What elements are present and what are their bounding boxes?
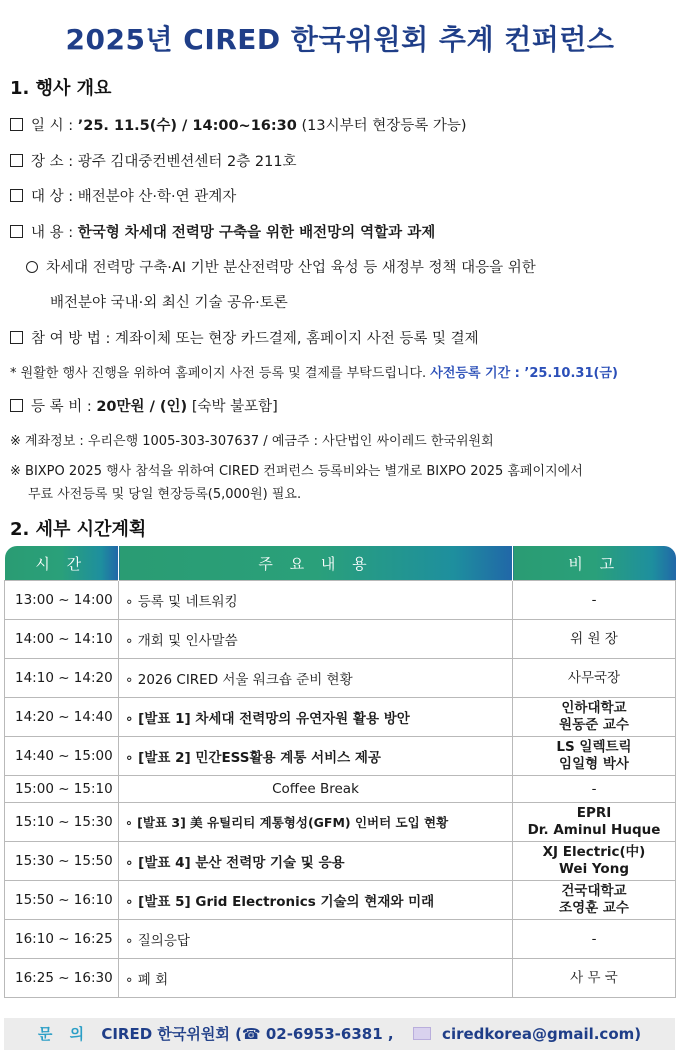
page-title: 2025년 CIRED 한국위원회 추계 컨퍼런스 — [65, 23, 615, 56]
cell-time: 16:10 ~ 16:25 — [5, 920, 119, 959]
preregistration-period: 사전등록 기간 : ’25.10.31(금) — [430, 366, 618, 381]
cell-note: - — [513, 776, 676, 803]
cell-content: ∘ 2026 CIRED 서울 워크숍 준비 현황 — [119, 659, 513, 698]
cell-note: XJ Electric(中) Wei Yong — [513, 842, 676, 881]
cell-content: ∘ [발표 2] 민간ESS활용 계통 서비스 제공 — [119, 737, 513, 776]
cell-note: 건국대학교 조영훈 교수 — [513, 881, 676, 920]
checkbox-square-icon — [10, 154, 23, 167]
cell-content: ∘ [발표 3] 美 유틸리티 계통형성(GFM) 인버터 도입 현황 — [119, 803, 513, 842]
table-row — [5, 581, 676, 620]
table-row — [5, 842, 676, 881]
column-header-time: 시 간 — [5, 546, 119, 581]
overview-place: 장 소 : 광주 김대중컨벤션센터 2층 211호 — [10, 152, 674, 172]
table-header-row — [5, 546, 676, 581]
checkbox-square-icon — [10, 331, 23, 344]
envelope-icon — [413, 1027, 431, 1040]
cell-note: EPRI Dr. Aminul Huque — [513, 803, 676, 842]
contact-label: 문 의 — [37, 1025, 91, 1043]
cell-time: 13:00 ~ 14:00 — [5, 581, 119, 620]
cell-time: 15:00 ~ 15:10 — [5, 776, 119, 803]
table-row — [5, 803, 676, 842]
cell-content: Coffee Break — [119, 776, 513, 803]
cell-note: - — [513, 920, 676, 959]
cell-time: 16:25 ~ 16:30 — [5, 959, 119, 998]
circle-bullet-icon — [26, 261, 38, 273]
cell-note: - — [513, 581, 676, 620]
contact-footer — [4, 1018, 675, 1050]
table-row — [5, 698, 676, 737]
checkbox-square-icon — [10, 189, 23, 202]
table-row — [5, 620, 676, 659]
cell-time: 14:20 ~ 14:40 — [5, 698, 119, 737]
cell-time: 14:10 ~ 14:20 — [5, 659, 119, 698]
table-row — [5, 776, 676, 803]
cell-note: 사 무 국 — [513, 959, 676, 998]
contact-phone: (☎ 02-6953-6381 , — [235, 1025, 394, 1043]
contact-email[interactable]: ciredkorea@gmail.com) — [442, 1025, 642, 1043]
account-info: ※ 계좌정보 : 우리은행 1005-303-307637 / 예금주 : 사단법인 싸이레드 한국위원회 — [10, 434, 494, 449]
cell-note: LS 일렉트릭 임일형 박사 — [513, 737, 676, 776]
overview-date: 일 시 : ’25. 11.5(수) / 14:00~16:30 (13시부터 현장등록 가능) — [10, 116, 674, 136]
overview-content-detail: 차세대 전력망 구축·AI 기반 분산전력망 산업 육성 등 새정부 정책 대응을 위한 — [26, 258, 674, 278]
cell-time: 14:40 ~ 15:00 — [5, 737, 119, 776]
contact-org: CIRED 한국위원회 — [101, 1025, 230, 1043]
cell-content: ∘ 개회 및 인사말씀 — [119, 620, 513, 659]
section-heading-overview: 1. 행사 개요 — [10, 78, 112, 99]
cell-content: ∘ 질의응답 — [119, 920, 513, 959]
cell-time: 14:00 ~ 14:10 — [5, 620, 119, 659]
overview-target: 대 상 : 배전분야 산·학·연 관계자 — [10, 187, 674, 207]
table-row — [5, 737, 676, 776]
checkbox-square-icon — [10, 399, 23, 412]
overview-fee: 등 록 비 : 20만원 / (인) [숙박 불포함] — [10, 397, 674, 417]
overview-content-detail-2: 배전분야 국내·외 최신 기술 공유·토론 — [50, 295, 288, 311]
bixpo-notice: ※ BIXPO 2025 행사 참석을 위하여 CIRED 컨퍼런스 등록비와는 별개로 BIXPO 2025 홈페이지에서 — [10, 464, 583, 479]
cell-time: 15:10 ~ 15:30 — [5, 803, 119, 842]
cell-note: 사무국장 — [513, 659, 676, 698]
checkbox-square-icon — [10, 225, 23, 238]
cell-time: 15:50 ~ 16:10 — [5, 881, 119, 920]
cell-content: ∘ [발표 4] 분산 전력망 기술 및 응용 — [119, 842, 513, 881]
table-row — [5, 920, 676, 959]
table-row — [5, 959, 676, 998]
cell-content: ∘ 등록 및 네트워킹 — [119, 581, 513, 620]
overview-content: 내 용 : 한국형 차세대 전력망 구축을 위한 배전망의 역할과 과제 — [10, 223, 674, 243]
cell-time: 15:30 ~ 15:50 — [5, 842, 119, 881]
section-heading-schedule: 2. 세부 시간계획 — [10, 519, 147, 540]
table-row — [5, 659, 676, 698]
overview-method: 참 여 방 법 : 계좌이체 또는 현장 카드결제, 홈페이지 사전 등록 및 결제 — [10, 329, 674, 349]
column-header-content: 주 요 내 용 — [119, 546, 513, 581]
bixpo-notice-2: 무료 사전등록 및 당일 현장등록(5,000원) 필요. — [28, 487, 302, 502]
table-row — [5, 881, 676, 920]
cell-content: ∘ [발표 5] Grid Electronics 기술의 현재와 미래 — [119, 881, 513, 920]
overview-notice: * 원활한 행사 진행을 위하여 홈페이지 사전 등록 및 결제를 부탁드립니다. 사전등록 기간 : ’25.10.31(금) — [10, 366, 618, 381]
cell-note: 인하대학교 원동준 교수 — [513, 698, 676, 737]
cell-content: ∘ [발표 1] 차세대 전력망의 유연자원 활용 방안 — [119, 698, 513, 737]
cell-note: 위 원 장 — [513, 620, 676, 659]
schedule-table — [4, 546, 676, 998]
checkbox-square-icon — [10, 118, 23, 131]
cell-content: ∘ 폐 회 — [119, 959, 513, 998]
column-header-note: 비 고 — [513, 546, 676, 581]
